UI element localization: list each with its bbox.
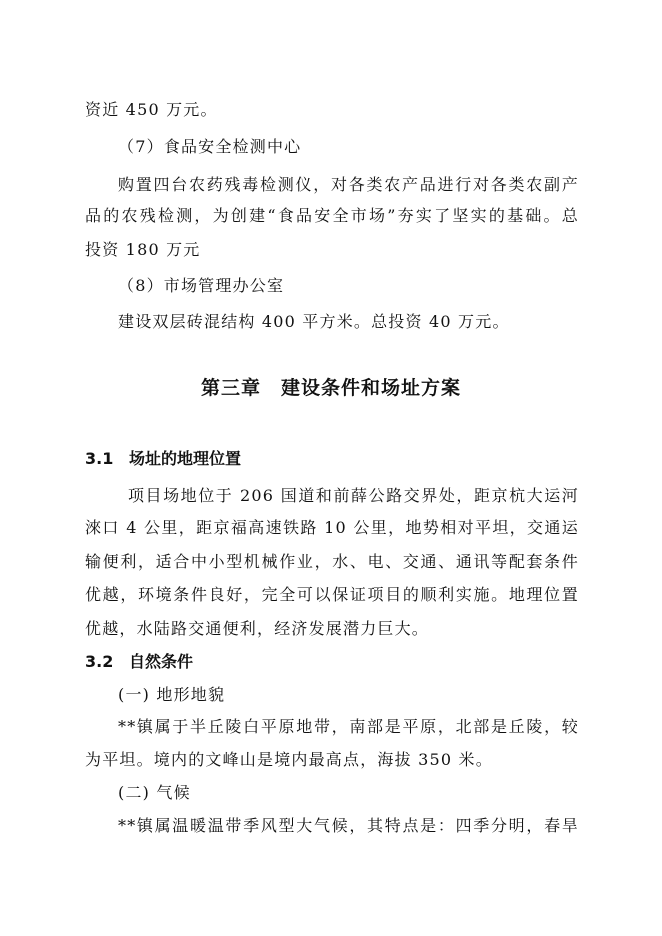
section-heading-3-1 [85, 449, 241, 469]
paragraph-line: 资近 450 万元。 [85, 100, 218, 119]
paragraph-line: 优越，水陆路交通便利，经济发展潜力巨大。 [85, 619, 430, 638]
subsection-heading-climate: (二) 气候 [118, 783, 191, 802]
paragraph-line: **镇属温暖温带季风型大气候，其特点是：四季分明，春旱 [118, 816, 579, 835]
paragraph-line: 建设双层砖混结构 400 平方米。总投资 40 万元。 [118, 312, 510, 331]
paragraph-line: **镇属于半丘陵白平原地带，南部是平原，北部是丘陵，较 [118, 717, 579, 736]
paragraph-line: 投资 180 万元 [85, 240, 201, 259]
section-heading-3-2 [85, 652, 193, 672]
section-number: 3.1 [85, 449, 114, 468]
section-number: 3.2 [85, 652, 114, 671]
subsection-heading-terrain: (一) 地形地貌 [118, 685, 226, 704]
paragraph-line: 购置四台农药残毒检测仪，对各类农产品进行对各类农副产 [118, 175, 579, 194]
paragraph-line: 优越，环境条件良好，完全可以保证项目的顺利实施。地理位置 [85, 585, 579, 604]
paragraph-line: 项目场地位于 206 国道和前薛公路交界处，距京杭大运河 [128, 486, 579, 505]
section-title: 场址的地理位置 [129, 449, 242, 468]
item-heading-8: （8）市场管理办公室 [118, 276, 285, 295]
paragraph-line: 输便利，适合中小型机械作业，水、电、交通、通讯等配套条件 [85, 552, 579, 571]
paragraph-line: 品的农残检测，为创建“食品安全市场”夯实了坚实的基础。总 [85, 206, 579, 225]
paragraph-line: 淶口 4 公里，距京福高速铁路 10 公里，地势相对平坦，交通运 [85, 518, 579, 537]
paragraph-line: 为平坦。境内的文峰山是境内最高点，海拔 350 米。 [85, 750, 493, 769]
section-title: 自然条件 [129, 652, 194, 671]
chapter-title: 第三章 建设条件和场址方案 [200, 377, 461, 399]
item-heading-7: （7）食品安全检测中心 [118, 137, 302, 156]
